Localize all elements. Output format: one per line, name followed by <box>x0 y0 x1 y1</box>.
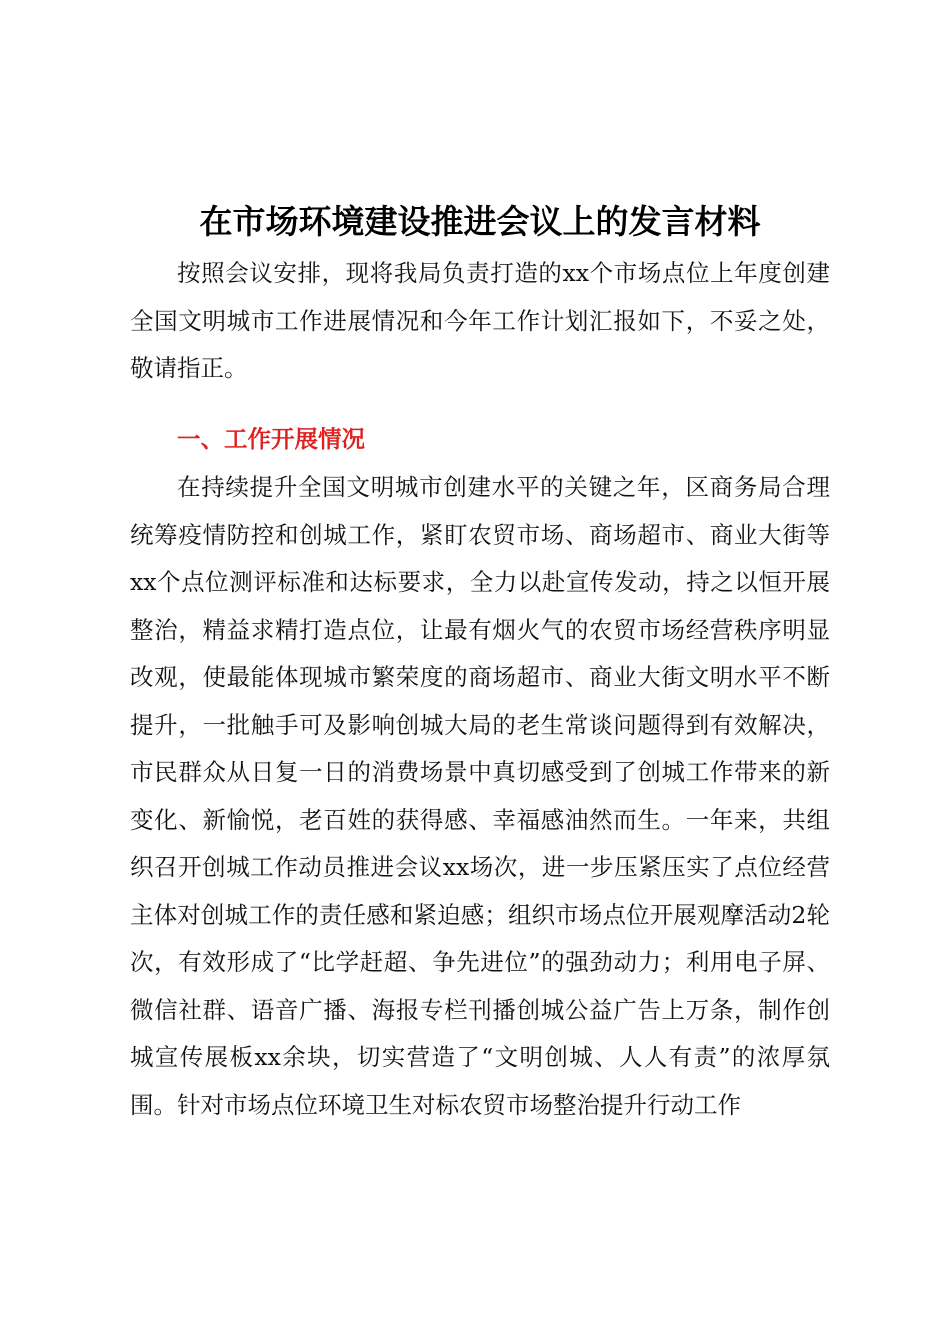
section-paragraph: 在持续提升全国文明城市创建水平的关键之年，区商务局合理统筹疫情防控和创城工作，紧盯农贸市场、商场超市、商业大街等xx个点位测评标准和达标要求，全力以赴宣传发动，持之以恒开展整治，精益求精打造点位，让最有烟火气的农贸市场经营秩序明显改观，使最能体现城市繁荣度的商场超市、商业大街文明水平不断提升，一批触手可及影响创城大局的老生常谈问题得到有效解决，市民群众从日复一日的消费场景中真切感受到了创城工作带来的新变化、新愉悦，老百姓的获得感、幸福感油然而生。一年来，共组织召开创城工作动员推进会议xx场次，进一步压紧压实了点位经营主体对创城工作的责任感和紧迫感；组织市场点位开展观摩活动2轮次，有效形成了“比学赶超、争先进位”的强劲动力；利用电子屏、微信社群、语音广播、海报专栏刊播创城公益广告上万条，制作创城宣传展板xx余块，切实营造了“文明创城、人人有责”的浓厚氛围。针对市场点位环境卫生对标农贸市场整治提升行动工作 <box>130 473 830 1119</box>
document-title: 在市场环境建设推进会议上的发言材料 <box>199 202 761 241</box>
intro-paragraph: 按照会议安排，现将我局负责打造的xx个市场点位上年度创建全国文明城市工作进展情况和今年工作计划汇报如下，不妥之处，敬请指正。 <box>130 259 830 382</box>
section-heading: 一、工作开展情况 <box>177 425 365 453</box>
